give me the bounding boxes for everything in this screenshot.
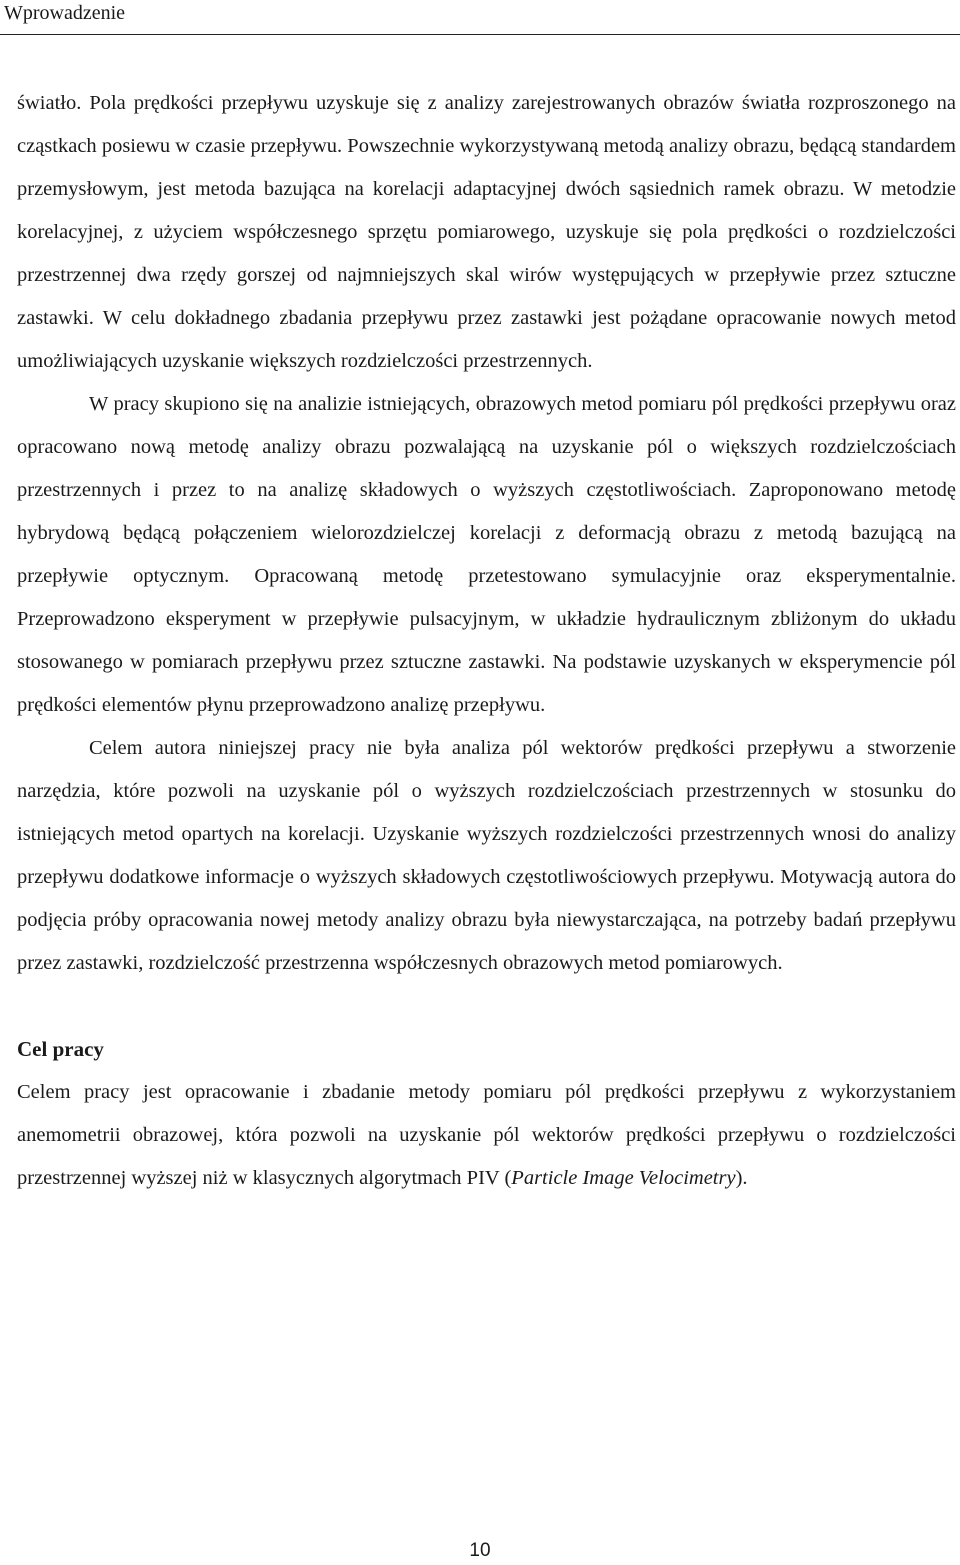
section-paragraph (17, 1071, 956, 1200)
page-content (17, 82, 956, 1200)
running-header-title: Wprowadzenie (4, 2, 126, 24)
section-text-before: Celem pracy jest opracowanie i zbadanie metody pomiaru pól prędkości przepływu z wykorzystaniem anemometrii obrazowej, która pozwoli na uzyskanie pól wektorów prędkości przepływu o rozdzielczości przestrzennej wyższej niż w klasycznych algorytmach PIV ( (17, 1081, 956, 1189)
italic-term: Particle Image Velocimetry (511, 1167, 736, 1189)
paragraph-1: światło. Pola prędkości przepływu uzyskuje się z analizy zarejestrowanych obrazów światła rozproszonego na cząstkach posiewu w czasie przepływu. Powszechnie wykorzystywaną metodą analizy obrazu, będącą standardem przemysłowym, jest metoda bazująca na korelacji adaptacyjnej dwóch sąsiednich ramek obrazu. W metodzie korelacyjnej, z użyciem współczesnego sprzętu pomiarowego, uzyskuje się pola prędkości o rozdzielczości przestrzennej dwa rzędy gorszej od najmniejszych skal wirów występujących w przepływie przez sztuczne zastawki. W celu dokładnego zbadania przepływu przez zastawki jest pożądane opracowanie nowych metod umożliwiających uzyskanie większych rozdzielczości przestrzennych. (17, 92, 956, 372)
paragraph-2: W pracy skupiono się na analizie istniejących, obrazowych metod pomiaru pól prędkości przepływu oraz opracowano nową metodę analizy obrazu pozwalającą na uzyskanie pól o większych rozdzielczościach przestrzennych i przez to na analizę składowych o wyższych częstotliwościach. Zaproponowano metodę hybrydową będącą połączeniem wielorozdzielczej korelacji z deformacją obrazu z metodą bazującą na przepływie optycznym. Opracowaną metodę przetestowano symulacyjnie oraz eksperymentalnie. Przeprowadzono eksperyment w przepływie pulsacyjnym, w układzie hydraulicznym zbliżonym do układu stosowanego w pomiarach przepływu przez sztuczne zastawki. Na podstawie uzyskanych w eksperymencie pól prędkości elementów płynu przeprowadzono analizę przepływu. (17, 393, 956, 716)
section-heading: Cel pracy (17, 1037, 104, 1061)
running-header (0, 0, 960, 35)
paragraph-3: Celem autora niniejszej pracy nie była analiza pól wektorów prędkości przepływu a stworzenie narzędzia, które pozwoli na uzyskanie pól o wyższych rozdzielczościach przestrzennych w stosunku do istniejących metod opartych na korelacji. Uzyskanie wyższych rozdzielczości przestrzennych wnosi do analizy przepływu dodatkowe informacje o wyższych składowych częstotliwościowych przepływu. Motywacją autora do podjęcia próby opracowania nowej metody analizy obrazu była niewystarczająca, na potrzeby badań przepływu przez zastawki, rozdzielczość przestrzenna współczesnych obrazowych metod pomiarowych. (17, 737, 956, 974)
section-text-after: ). (735, 1167, 748, 1189)
page-number: 10 (469, 1540, 491, 1561)
